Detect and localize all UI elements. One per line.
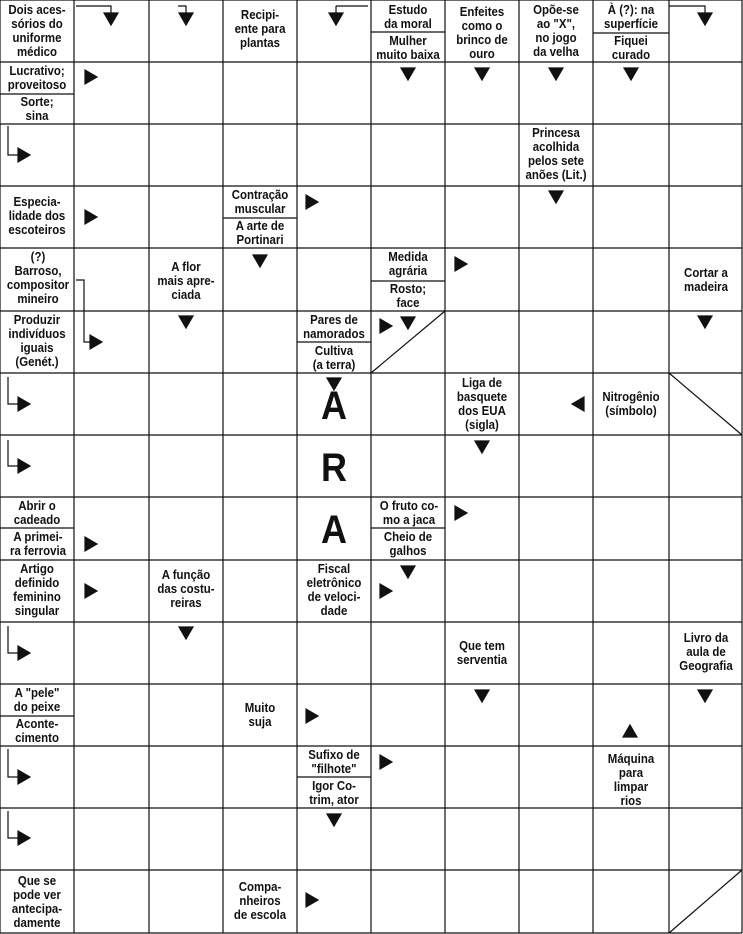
arrow-right-icon bbox=[455, 257, 467, 271]
diagonal-separator bbox=[669, 373, 742, 435]
arrow-down-icon bbox=[475, 68, 489, 80]
arrow-right-icon bbox=[380, 319, 392, 333]
clue-nba: Liga de basquete dos EUA (sigla) bbox=[456, 375, 508, 432]
clue-healed: Fiquei curado bbox=[611, 33, 651, 62]
clue-jackfruit: O fruto co- mo a jaca bbox=[379, 498, 439, 527]
clue-medical-accessories: Dois aces- sórios do uniforme médico bbox=[8, 2, 66, 59]
clue-seamstress: A função das costu- reiras bbox=[157, 567, 215, 610]
clue-cultivates: Cultiva (a terra) bbox=[312, 343, 356, 372]
clue-speed-camera: Fiscal eletrônico de veloci- dade bbox=[306, 561, 362, 618]
arrow-connector bbox=[8, 749, 18, 777]
clue-surface: À (?): na superfície bbox=[603, 2, 659, 31]
arrow-right-icon bbox=[18, 148, 30, 162]
clue-branchy: Cheio de galhos bbox=[383, 529, 433, 558]
clue-plant-container: Recipi- ente para plantas bbox=[234, 7, 286, 50]
clue-barroso: (?) Barroso, compositor mineiro bbox=[6, 249, 70, 306]
diagonal-separator bbox=[669, 870, 742, 933]
clue-fish-skin: A "pele" do peixe bbox=[13, 685, 61, 714]
arrow-right-icon bbox=[380, 584, 392, 598]
arrow-right-icon bbox=[85, 537, 97, 551]
clue-article: Artigo definido feminino singular bbox=[13, 561, 61, 618]
clue-scouts: Especia- lidade dos escoteiros bbox=[8, 194, 66, 237]
arrow-right-icon bbox=[90, 335, 102, 349]
clue-appreciated-flower: A flor mais apre- ciada bbox=[157, 259, 215, 302]
clue-short-woman: Mulher muito baixa bbox=[376, 33, 440, 62]
arrow-right-icon bbox=[306, 195, 318, 209]
clue-moral-study: Estudo da moral bbox=[384, 2, 432, 31]
clue-first-railway: A primei- ra ferrovia bbox=[10, 529, 66, 558]
arrow-down-icon bbox=[624, 68, 638, 80]
clue-clone: Produzir indivíduos iguais (Genét.) bbox=[8, 312, 66, 369]
answer-letter[interactable]: R bbox=[320, 446, 347, 490]
arrow-connector bbox=[8, 440, 18, 466]
clue-very-dirty: Muito suja bbox=[244, 700, 276, 729]
arrow-down-icon bbox=[401, 317, 415, 329]
arrow-down-icon bbox=[179, 316, 193, 328]
clue-portinari-art: A arte de Portinari bbox=[235, 218, 285, 247]
arrow-up-icon bbox=[623, 725, 637, 737]
arrow-right-icon bbox=[455, 506, 467, 520]
arrow-connector bbox=[8, 377, 18, 404]
arrow-left-icon bbox=[572, 397, 584, 411]
clue-suffix: Sufixo de "filhote" bbox=[308, 747, 360, 776]
arrow-connector bbox=[8, 626, 18, 653]
clue-predictable: Que se pode ver antecipa- damente bbox=[11, 873, 63, 930]
clue-princess: Princesa acolhida pelos sete anões (Lit.) bbox=[525, 125, 587, 182]
clue-event: Aconte- cimento bbox=[15, 716, 59, 745]
clue-face: Rosto; face bbox=[389, 281, 427, 310]
arrow-right-icon bbox=[18, 397, 30, 411]
arrow-down-icon bbox=[698, 316, 712, 328]
clue-useful: Que tem serventia bbox=[456, 638, 508, 667]
arrow-down-icon bbox=[329, 13, 343, 25]
arrow-right-icon bbox=[85, 70, 97, 84]
arrow-down-icon bbox=[549, 68, 563, 80]
clue-nitrogen: Nitrogênio (símbolo) bbox=[602, 389, 660, 418]
answer-letter[interactable]: A bbox=[320, 384, 347, 428]
clue-river-machine: Máquina para limpar rios bbox=[607, 751, 655, 808]
clue-fate: Sorte; sina bbox=[20, 94, 54, 123]
arrow-right-icon bbox=[306, 893, 318, 907]
clue-tic-tac-toe: Opõe-se ao "X", no jogo da velha bbox=[533, 2, 579, 59]
clue-open-padlock: Abrir o cadeado bbox=[13, 498, 61, 527]
arrow-down-icon bbox=[549, 191, 563, 203]
arrow-down-icon bbox=[104, 13, 118, 25]
arrow-right-icon bbox=[18, 646, 30, 660]
arrow-right-icon bbox=[380, 755, 392, 769]
clue-profitable: Lucrativo; proveitoso bbox=[7, 63, 67, 92]
arrow-down-icon bbox=[401, 566, 415, 578]
arrow-right-icon bbox=[85, 584, 97, 598]
arrow-down-icon bbox=[475, 441, 489, 453]
arrow-down-icon bbox=[698, 690, 712, 702]
clue-schoolmates: Compa- nheiros de escola bbox=[233, 879, 287, 922]
arrow-down-icon bbox=[698, 13, 712, 25]
clue-geography-book: Livro da aula de Geografia bbox=[679, 630, 733, 673]
arrow-connector bbox=[8, 811, 18, 838]
clue-gold-earring: Enfeites como o brinco de ouro bbox=[456, 4, 508, 61]
arrow-down-icon bbox=[401, 68, 415, 80]
clue-couples: Pares de namorados bbox=[303, 312, 365, 341]
arrow-down-icon bbox=[253, 255, 267, 267]
arrow-right-icon bbox=[18, 831, 30, 845]
arrow-right-icon bbox=[18, 770, 30, 784]
arrow-down-icon bbox=[475, 690, 489, 702]
arrow-right-icon bbox=[85, 210, 97, 224]
clue-muscle-contraction: Contração muscular bbox=[231, 187, 289, 216]
clue-cut-wood: Cortar a madeira bbox=[684, 265, 728, 294]
answer-letter[interactable]: A bbox=[320, 508, 347, 552]
clue-actor: Igor Co- trim, ator bbox=[309, 778, 359, 807]
clue-land-measure: Medida agrária bbox=[388, 249, 428, 278]
arrow-right-icon bbox=[306, 709, 318, 723]
arrow-down-icon bbox=[327, 814, 341, 826]
arrow-right-icon bbox=[18, 459, 30, 473]
arrow-down-icon bbox=[179, 13, 193, 25]
arrow-connector bbox=[8, 126, 18, 155]
arrow-down-icon bbox=[179, 627, 193, 639]
